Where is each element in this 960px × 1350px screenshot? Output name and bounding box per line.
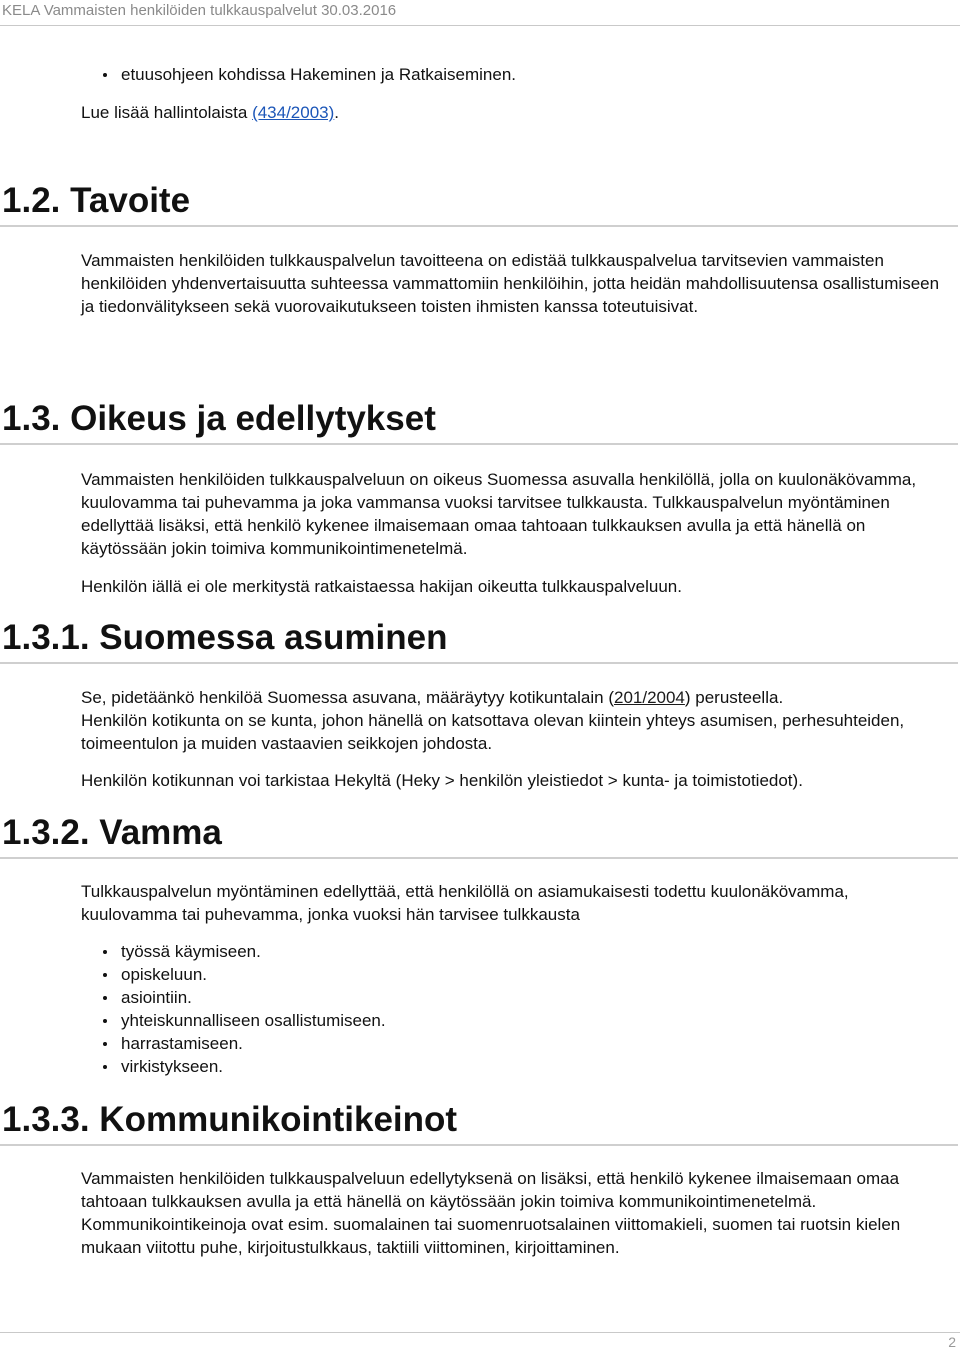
- list-item: asiointiin.: [81, 986, 386, 1009]
- tavoite-paragraph: Vammaisten henkilöiden tulkkauspalvelun tavoitteena on edistää tulkkauspalvelua tarvitsevien vammaisten henkilöiden yhdenvertaisuutta suhteessa vammattomiin henkilöihin, jotta heidän mahdollisuutensa osallistumiseen ja tiedonvälitykseen sekä vuorovaikutukseen toisten ihmisten kanssa toteutuisivat.: [81, 251, 940, 316]
- list-item: virkistykseen.: [81, 1055, 386, 1078]
- law-reference-line: [81, 101, 941, 124]
- list-item: työssä käymiseen.: [81, 940, 386, 963]
- law-reference-suffix: .: [334, 103, 340, 122]
- vamma-paragraph: Tulkkauspalvelun myöntäminen edellyttää, että henkilöllä on asiamukaisesti todettu kuulonäkövamma, kuulovamma tai puhevamma, jonka vuoksi hän tarvisee tulkkausta: [81, 882, 849, 924]
- law-reference-prefix: Lue lisää hallintolaista: [81, 103, 253, 122]
- asuminen-paragraph-1: [81, 686, 941, 755]
- list-item: etuusohjeen kohdissa Hakeminen ja Ratkaiseminen.: [81, 63, 516, 86]
- section-heading-suomessa-asuminen: 1.3.1. Suomessa asuminen: [0, 618, 958, 664]
- law-link-434-2003[interactable]: (434/2003): [252, 103, 335, 122]
- oikeus-paragraph-1: Vammaisten henkilöiden tulkkauspalveluun on oikeus Suomessa asuvalla henkilöllä, jolla on kuulonäkövamma, kuulovamma tai puhevamma ja joka vammansa vuoksi tarvitsee tulkkausta. Tulkkauspalvelun myöntäminen edellyttää lisäksi, että henkilö kykenee ilmaisemaan omaa tahtoaan tulkkauksen avulla ja että hänellä on käytössään jokin toimiva kommunikointimenetelmä.: [81, 470, 917, 558]
- section-heading-kommunikointikeinot: 1.3.3. Kommunikointikeinot: [0, 1100, 958, 1146]
- running-header: KELA Vammaisten henkilöiden tulkkauspalvelut 30.03.2016: [0, 0, 960, 26]
- section-heading-tavoite: 1.2. Tavoite: [0, 181, 958, 227]
- kotikuntalaki-suffix: ) perusteella.: [684, 688, 784, 707]
- intro-bullet-list: [81, 63, 516, 86]
- asuminen-paragraph-2: Henkilön kotikunnan voi tarkistaa Hekyltä (Heky > henkilön yleistiedot > kunta- ja toimistotiedot).: [81, 771, 803, 790]
- kotikunta-definition: Henkilön kotikunta on se kunta, johon hänellä on katsottava olevan kiintein yhteys asumisen, perhesuhteiden, toimeentulon ja muiden vastaavien seikkojen johdosta.: [81, 711, 905, 753]
- law-link-201-2004[interactable]: 201/2004: [613, 688, 685, 707]
- vamma-purpose-list: [81, 940, 386, 1078]
- list-item: opiskeluun.: [81, 963, 386, 986]
- list-item: harrastamiseen.: [81, 1032, 386, 1055]
- oikeus-paragraph-2: Henkilön iällä ei ole merkitystä ratkaistaessa hakijan oikeutta tulkkauspalveluun.: [81, 577, 682, 596]
- kotikuntalaki-prefix: Se, pidetäänkö henkilöä Suomessa asuvana, määräytyy kotikuntalain (: [81, 688, 614, 707]
- section-heading-oikeus: 1.3. Oikeus ja edellytykset: [0, 399, 958, 445]
- kommunikointi-paragraph: Vammaisten henkilöiden tulkkauspalveluun edellytyksenä on lisäksi, että henkilö kykenee ilmaisemaan omaa tahtoaan tulkkauksen avulla ja että hänellä on käytössään jokin toimiva kommunikointimenetelmä. Kommunikointikeinoja ovat esim. suomalainen tai suomenruotsalainen viittomakieli, suomen tai ruotsin kielen mukaan viitottu puhe, kirjoitustulkkaus, taktiili viittominen, kirjoittaminen.: [81, 1169, 901, 1257]
- footer-divider: [0, 1332, 960, 1333]
- page-number: 2: [948, 1334, 956, 1350]
- list-item: yhteiskunnalliseen osallistumiseen.: [81, 1009, 386, 1032]
- section-heading-vamma: 1.3.2. Vamma: [0, 813, 958, 859]
